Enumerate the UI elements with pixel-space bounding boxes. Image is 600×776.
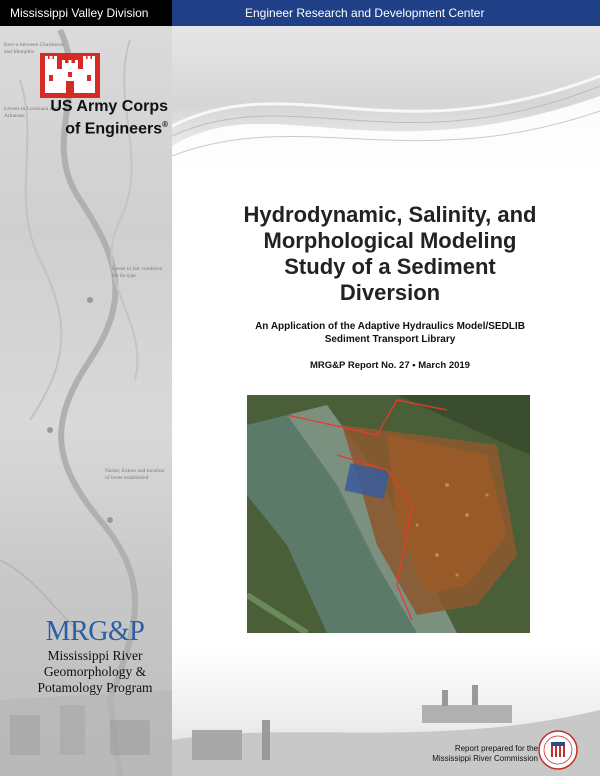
prepared-for-note	[410, 744, 538, 764]
program-name-line: Geomorphology &	[43, 664, 147, 679]
program-abbreviation: MRG&P	[45, 616, 145, 647]
title-line: Hydrodynamic, Salinity, and	[243, 202, 537, 227]
subtitle-line: An Application of the Adaptive Hydraulics Model/SEDLIB	[255, 321, 525, 332]
report-number: MRG&P Report No. 27 • March 2019	[310, 360, 470, 371]
sediment-diversion-map	[247, 395, 530, 633]
subtitle-line: Sediment Transport Library	[324, 334, 456, 345]
center-label: Engineer Research and Development Center	[245, 6, 485, 20]
agency-name-line1: US Army Corps	[50, 98, 168, 115]
map-annotation: Nashe; Extent and location of levee established	[105, 468, 165, 481]
map-annotation: Levee in fair condition for its type	[112, 266, 163, 279]
registered-mark: ®	[162, 120, 168, 129]
satellite-model-image	[247, 395, 530, 633]
mrgp-logo	[30, 616, 160, 696]
mississippi-river-commission-seal-icon	[538, 730, 578, 770]
wave-graphic	[172, 26, 600, 186]
prepared-line: Mississippi River Commission	[432, 754, 538, 763]
division-label: Mississippi Valley Division	[10, 6, 149, 20]
map-annotation: Kerr-o between Charleston and Memphis	[4, 42, 64, 55]
map-annotation: Levees in Louisiana and Arkansas	[4, 106, 58, 119]
center-bar	[172, 0, 600, 26]
title-line: Morphological Modeling	[263, 228, 517, 253]
wave-decoration	[172, 26, 600, 186]
program-name-line: Mississippi River	[47, 648, 143, 663]
title-line: Study of a Sediment	[284, 254, 496, 279]
division-bar	[0, 0, 172, 26]
agency-name-line2: of Engineers®	[65, 120, 168, 138]
report-subtitle	[220, 320, 560, 346]
prepared-line: Report prepared for the	[454, 744, 538, 753]
title-line: Diversion	[339, 280, 441, 305]
program-name-line: Potamology Program	[37, 680, 153, 695]
castle-icon	[40, 53, 100, 98]
agency-name	[38, 98, 168, 138]
report-title	[210, 202, 570, 306]
